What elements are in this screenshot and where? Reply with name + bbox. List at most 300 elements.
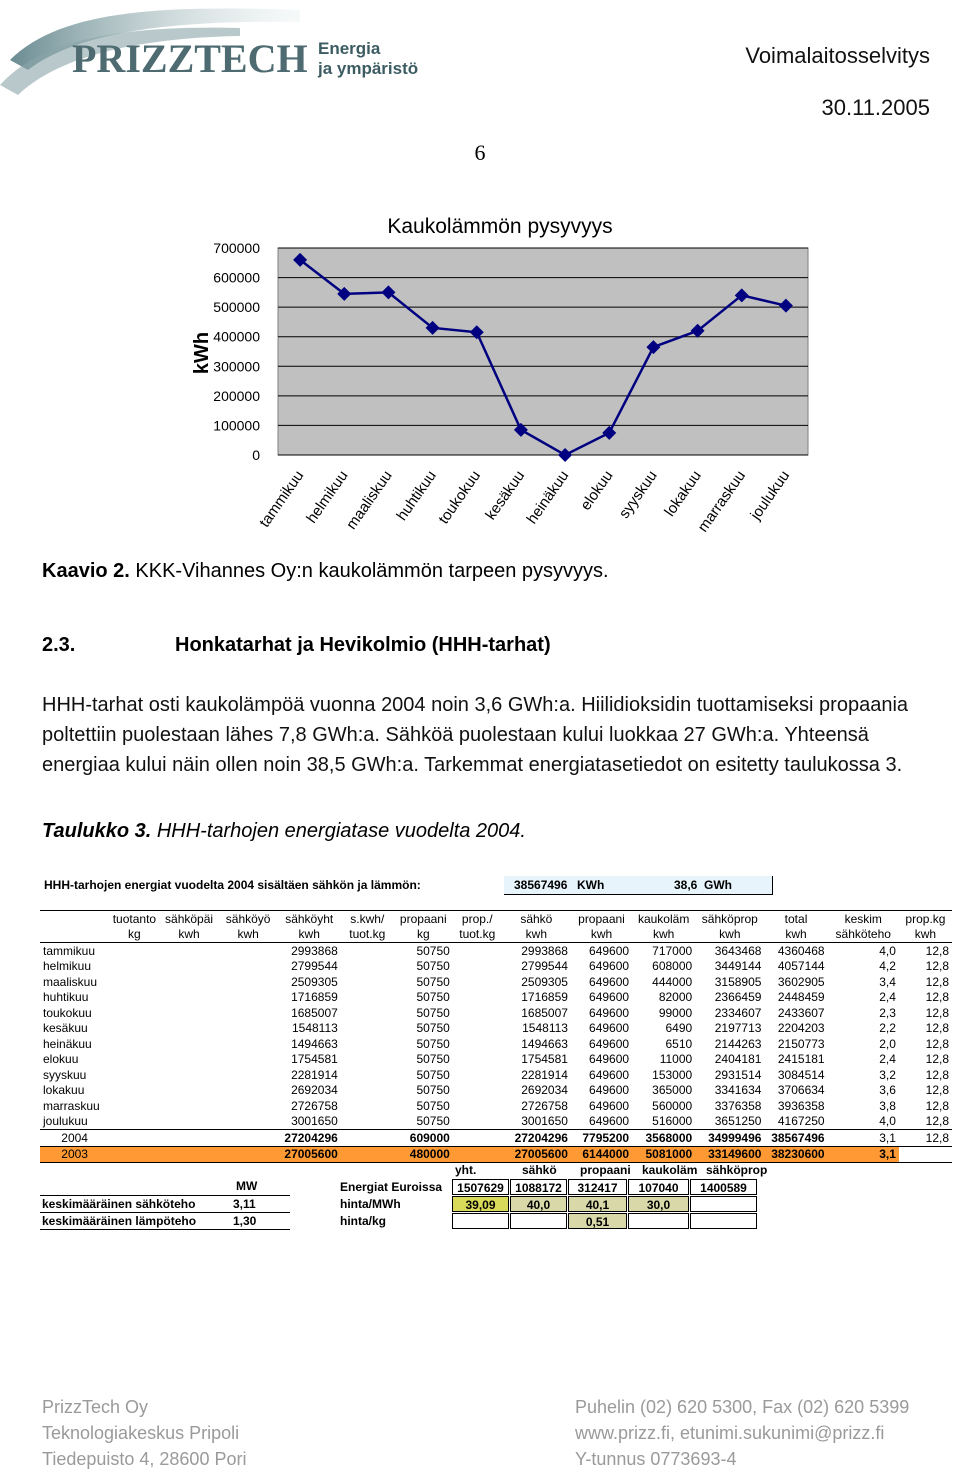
table-cell xyxy=(160,1130,219,1147)
table-cell xyxy=(219,1114,278,1130)
table-cell xyxy=(109,1052,159,1068)
table-cell xyxy=(453,974,502,990)
table-cell: 1494663 xyxy=(291,1036,338,1051)
table-cell: 2931514 xyxy=(714,1067,762,1082)
footer-address-2: Tiedepuisto 4, 28600 Pori xyxy=(42,1449,247,1469)
footer-left xyxy=(42,1394,246,1472)
table-cell: 50750 xyxy=(416,990,450,1005)
table-cell: 649600 xyxy=(589,974,630,989)
y-tick-label: 300000 xyxy=(213,358,260,375)
table-cell: prop.kg xyxy=(905,911,946,926)
table-cell: 38567496 xyxy=(764,1130,827,1147)
table-cell: lokakuu xyxy=(43,1083,85,1098)
table-row xyxy=(40,1052,952,1068)
table-cell: 5081000 xyxy=(632,1146,695,1163)
table-cell: 3602905 xyxy=(777,974,825,989)
table-cell: 3376358 xyxy=(714,1098,762,1113)
table-cell: 3568000 xyxy=(632,1130,695,1147)
cost-cell: 39,09 xyxy=(452,1196,509,1212)
table-row xyxy=(40,1067,952,1083)
table-row xyxy=(40,1005,952,1021)
table-cell: 6490 xyxy=(665,1021,693,1036)
y-tick-label: 400000 xyxy=(213,328,260,345)
table-cell: 2334607 xyxy=(714,1005,762,1020)
cost-cell: 40,1 xyxy=(568,1196,627,1212)
table-cell: 2,2 xyxy=(879,1021,896,1036)
table-cell: 560000 xyxy=(652,1098,693,1113)
table-cell: kwh xyxy=(502,927,571,943)
table-row xyxy=(40,990,952,1006)
table-row xyxy=(40,974,952,990)
mw-header: MW xyxy=(236,1179,258,1193)
table-cell xyxy=(219,990,278,1006)
table-cell: 34999496 xyxy=(695,1130,764,1147)
table-cell: 649600 xyxy=(589,959,630,974)
table-cell: kwh xyxy=(278,927,341,943)
table-cell: keskim xyxy=(844,911,882,926)
table-cell: 2993868 xyxy=(291,943,338,958)
table-row xyxy=(40,943,952,959)
table-cell xyxy=(453,1146,502,1163)
svg-text:PRIZZTECH: PRIZZTECH xyxy=(72,36,308,81)
table-cell: 3341634 xyxy=(714,1083,762,1098)
table-cell: 444000 xyxy=(652,974,693,989)
cost-cell: 1400589 xyxy=(690,1179,757,1195)
table-cell: 2509305 xyxy=(521,974,568,989)
table-cell: 50750 xyxy=(416,1036,450,1051)
cost-cell xyxy=(510,1213,567,1229)
table-cell xyxy=(109,1083,159,1099)
energy-table xyxy=(40,910,952,1163)
table-cell xyxy=(453,1005,502,1021)
summary-kwh-unit: KWh xyxy=(577,878,605,892)
table-cell xyxy=(453,1036,502,1052)
table-cell: propaani xyxy=(399,911,447,926)
cost-header-elec-prop: sähköprop xyxy=(706,1163,768,1177)
table-cell xyxy=(160,1114,219,1130)
table-cell: kwh xyxy=(219,927,278,943)
table-cell xyxy=(109,1021,159,1037)
table-cell xyxy=(40,927,109,943)
table-row xyxy=(40,1036,952,1052)
table-cell: kesäkuu xyxy=(43,1021,88,1036)
table-cell: 717000 xyxy=(652,943,693,958)
table-cell xyxy=(219,1083,278,1099)
x-tick-label: kesäkuu xyxy=(482,467,529,524)
table-cell: kwh xyxy=(632,927,695,943)
table-cell: prop./ xyxy=(461,911,493,926)
table-cell: 2366459 xyxy=(714,990,762,1005)
table-cell: 2692034 xyxy=(291,1083,338,1098)
table-cell: s.kwh/ xyxy=(350,911,385,926)
table-cell xyxy=(453,1052,502,1068)
table-cell: 2197713 xyxy=(714,1021,762,1036)
table-cell: 6144000 xyxy=(571,1146,632,1163)
table-cell xyxy=(109,1146,159,1163)
table-cell: 2692034 xyxy=(521,1083,568,1098)
x-tick-label: huhtikuu xyxy=(393,467,440,524)
table-cell: elokuu xyxy=(43,1052,79,1067)
table-cell xyxy=(341,1021,394,1037)
table-cell: 649600 xyxy=(589,1083,630,1098)
table-cell: kwh xyxy=(695,927,764,943)
table-cell: 3084514 xyxy=(777,1067,825,1082)
table-cell: tuot.kg xyxy=(341,927,394,943)
table-cell: kwh xyxy=(571,927,632,943)
table-cell: helmikuu xyxy=(43,959,92,974)
avg-electric-power-value: 3,11 xyxy=(233,1197,256,1211)
table-cell: sähköyht xyxy=(285,911,334,926)
table-cell xyxy=(160,1036,219,1052)
table-cell xyxy=(219,1146,278,1163)
table-cell: 27005600 xyxy=(502,1146,571,1163)
table-cell: 3651250 xyxy=(714,1114,762,1129)
table-cell: huhtikuu xyxy=(43,990,89,1005)
table-total-row-2004 xyxy=(40,1130,952,1147)
table-cell: 3,2 xyxy=(879,1067,896,1082)
table-cell: toukokuu xyxy=(43,1005,92,1020)
table-cell: 50750 xyxy=(416,943,450,958)
summary-gwh-unit: GWh xyxy=(704,878,732,892)
x-tick-label: elokuu xyxy=(577,467,617,514)
table-cell: 2448459 xyxy=(777,990,825,1005)
table-cell: syyskuu xyxy=(43,1067,87,1082)
table-cell: 12,8 xyxy=(925,959,949,974)
table-cell: 3706634 xyxy=(777,1083,825,1098)
table-cell xyxy=(160,1146,219,1163)
footer-right xyxy=(575,1394,909,1472)
table-cell xyxy=(160,1098,219,1114)
cost-header-electricity: sähkö xyxy=(522,1163,557,1177)
cost-header-total: yht. xyxy=(455,1163,477,1177)
table-cell xyxy=(453,1098,502,1114)
cost-cell xyxy=(690,1196,757,1212)
table-cell xyxy=(453,1067,502,1083)
table-cell: 4,0 xyxy=(879,1114,896,1129)
table-cell: 33149600 xyxy=(695,1146,764,1163)
table-cell xyxy=(160,1021,219,1037)
table-caption-label: Taulukko 3. xyxy=(42,820,152,842)
table-cell xyxy=(160,1005,219,1021)
avg-electric-power-label: keskimääräinen sähköteho xyxy=(42,1197,196,1211)
cost-row-price-kg-label: hinta/kg xyxy=(340,1214,387,1228)
table-cell xyxy=(160,974,219,990)
table-cell xyxy=(109,959,159,975)
table-cell: 99000 xyxy=(658,1005,693,1020)
table-cell xyxy=(160,943,219,959)
table-cell: 1494663 xyxy=(521,1036,568,1051)
table-caption xyxy=(42,820,526,843)
table-cell: 2726758 xyxy=(521,1098,568,1113)
table-cell: 1716859 xyxy=(521,990,568,1005)
table-cell xyxy=(341,1083,394,1099)
table-cell xyxy=(219,974,278,990)
page-number: 6 xyxy=(474,140,486,165)
table-cell: 12,8 xyxy=(899,1130,952,1147)
table-cell xyxy=(341,1098,394,1114)
table-cell: 4,0 xyxy=(879,943,896,958)
summary-row xyxy=(42,876,772,894)
table-cell xyxy=(341,1067,394,1083)
avg-heat-power-label: keskimääräinen lämpöteho xyxy=(42,1214,197,1228)
x-tick-label: joulukuu xyxy=(747,467,794,524)
table-cell: 2726758 xyxy=(291,1098,338,1113)
cost-cell xyxy=(690,1213,757,1229)
summary-kwh-value: 38567496 xyxy=(514,878,568,892)
x-tick-label: heinäkuu xyxy=(523,467,573,528)
table-cell: kwh xyxy=(899,927,952,943)
table-cell: 2,0 xyxy=(879,1036,896,1051)
table-cell xyxy=(219,943,278,959)
table-cell: 27204296 xyxy=(278,1130,341,1147)
table-cell: 2799544 xyxy=(291,959,338,974)
section-heading xyxy=(42,634,551,657)
table-cell xyxy=(453,1130,502,1147)
document-header xyxy=(745,30,930,134)
table-cell: 12,8 xyxy=(925,990,949,1005)
cost-header-propane: propaani xyxy=(580,1163,631,1177)
y-tick-label: 500000 xyxy=(213,299,260,316)
bottom-block xyxy=(40,1163,780,1233)
table-cell xyxy=(453,943,502,959)
table-cell xyxy=(109,1114,159,1130)
table-cell: tuotanto xyxy=(112,911,157,926)
table-cell: 2281914 xyxy=(291,1067,338,1082)
table-cell: sähkö xyxy=(520,911,553,926)
table-cell: 3643468 xyxy=(714,943,762,958)
table-cell: 649600 xyxy=(589,1052,630,1067)
table-cell: 50750 xyxy=(416,1021,450,1036)
y-tick-label: 100000 xyxy=(213,417,260,434)
table-cell: maaliskuu xyxy=(43,974,98,989)
table-cell xyxy=(219,1098,278,1114)
table-cell xyxy=(453,1021,502,1037)
x-tick-label: tammikuu xyxy=(256,467,308,531)
table-cell: 12,8 xyxy=(925,943,949,958)
table-cell: kg xyxy=(394,927,453,943)
footer-address-1: Teknologiakeskus Pripoli xyxy=(42,1423,240,1443)
plot-area xyxy=(278,248,808,455)
table-cell: 27005600 xyxy=(278,1146,341,1163)
chart-caption xyxy=(42,560,609,583)
y-tick-label: 700000 xyxy=(213,240,260,256)
table-cell: 50750 xyxy=(416,1114,450,1129)
x-tick-label: helmikuu xyxy=(303,467,352,527)
footer-web: www.prizz.fi, etunimi.sukunimi@prizz.fi xyxy=(575,1423,885,1443)
section-title: Honkatarhat ja Hevikolmio (HHH-tarhat) xyxy=(175,634,551,656)
table-cell xyxy=(160,1083,219,1099)
table-cell: 50750 xyxy=(416,1067,450,1082)
table-cell xyxy=(109,1130,159,1147)
table-row xyxy=(40,959,952,975)
table-cell: 2150773 xyxy=(777,1036,825,1051)
footer-business-id: Y-tunnus 0773693-4 xyxy=(575,1449,737,1469)
table-cell: 608000 xyxy=(652,959,693,974)
table-cell: 649600 xyxy=(589,1021,630,1036)
body-paragraph: HHH-tarhat osti kaukolämpöä vuonna 2004 noin 3,6 GWh:a. Hiilidioksidin tuottamiseksi propaania poltettiin puolestaan lähes 7,8 GWh:a. Sähköä puolestaan kului luokkaa 27 GWh:a. Yhteensä energiaa kului näin ollen noin 38,5 GWh:a. Tarkemmat energiatasetiedot on esitetty taulukossa 3. xyxy=(42,694,909,776)
table-header-row xyxy=(40,911,952,927)
table-row xyxy=(40,1114,952,1130)
table-cell: total xyxy=(784,911,808,926)
table-cell: 3158905 xyxy=(714,974,762,989)
table-cell: 2204203 xyxy=(777,1021,825,1036)
table-cell: 1548113 xyxy=(291,1021,338,1036)
table-cell: 27204296 xyxy=(502,1130,571,1147)
table-cell: 3936358 xyxy=(777,1098,825,1113)
table-cell: 2004 xyxy=(40,1130,109,1147)
table-cell xyxy=(109,974,159,990)
table-header-row xyxy=(40,927,952,943)
y-tick-label: 600000 xyxy=(213,269,260,286)
cost-cell: 0,51 xyxy=(568,1213,627,1229)
table-cell: 4,2 xyxy=(879,959,896,974)
x-tick-label: maaliskuu xyxy=(343,467,396,533)
footer-company: PrizzTech Oy xyxy=(42,1397,149,1417)
chart-title: Kaukolämmön pysyvyys xyxy=(387,215,613,238)
table-cell xyxy=(341,1146,394,1163)
table-cell xyxy=(341,943,394,959)
table-cell xyxy=(341,1052,394,1068)
table-cell: 3,1 xyxy=(828,1130,899,1147)
table-cell xyxy=(341,1036,394,1052)
cost-row-euros-label: Energiat Euroissa xyxy=(340,1180,443,1194)
table-cell: 2415181 xyxy=(777,1052,825,1067)
table-cell: sähköprop xyxy=(701,911,758,926)
table-cell xyxy=(341,1130,394,1147)
table-cell: 649600 xyxy=(589,990,630,1005)
table-cell: 4167250 xyxy=(777,1114,825,1129)
x-tick-label: marraskuu xyxy=(694,467,750,536)
summary-gwh-value: 38,6 xyxy=(674,878,698,892)
table-cell: 3,8 xyxy=(879,1098,896,1113)
caption-text: KKK-Vihannes Oy:n kaukolämmön tarpeen pysyvyys. xyxy=(129,560,609,582)
table-cell: 3001650 xyxy=(521,1114,568,1129)
company-logo xyxy=(0,0,460,110)
table-cell: heinäkuu xyxy=(43,1036,92,1051)
table-cell: marraskuu xyxy=(43,1098,100,1113)
table-cell: joulukuu xyxy=(43,1114,88,1129)
table-cell xyxy=(341,1114,394,1130)
table-cell: 12,8 xyxy=(925,1052,949,1067)
table-cell: 2799544 xyxy=(521,959,568,974)
table-cell: sähköteho xyxy=(828,927,899,943)
x-tick-label: syyskuu xyxy=(615,467,661,522)
table-cell: sähköpäi xyxy=(165,911,214,926)
cost-cell: 312417 xyxy=(568,1179,627,1195)
table-cell: 365000 xyxy=(652,1083,693,1098)
table-cell: sähköyö xyxy=(225,911,271,926)
table-cell xyxy=(341,974,394,990)
table-cell xyxy=(160,959,219,975)
table-cell xyxy=(219,1067,278,1083)
table-cell xyxy=(109,1036,159,1052)
table-cell: 50750 xyxy=(416,1083,450,1098)
table-cell: 50750 xyxy=(416,974,450,989)
table-cell xyxy=(109,1067,159,1083)
table-cell: 1754581 xyxy=(521,1052,568,1067)
cost-cell: 30,0 xyxy=(628,1196,689,1212)
y-tick-label: 200000 xyxy=(213,387,260,404)
table-cell: 50750 xyxy=(416,1005,450,1020)
table-cell: tammikuu xyxy=(43,943,96,958)
cost-cell: 107040 xyxy=(628,1179,689,1195)
table-cell: 649600 xyxy=(589,1098,630,1113)
table-cell xyxy=(219,1021,278,1037)
table-cell: tuot.kg xyxy=(453,927,502,943)
section-number: 2.3. xyxy=(42,634,76,656)
cost-cell: 1507629 xyxy=(452,1179,509,1195)
table-cell: 4360468 xyxy=(777,943,825,958)
table-cell: kaukoläm xyxy=(637,911,690,926)
table-cell: kwh xyxy=(160,927,219,943)
table-cell: 2,3 xyxy=(879,1005,896,1020)
table-cell xyxy=(341,990,394,1006)
table-cell: 2,4 xyxy=(879,990,896,1005)
table-cell: 2003 xyxy=(40,1146,109,1163)
table-cell: 480000 xyxy=(394,1146,453,1163)
table-cell: 3,4 xyxy=(879,974,896,989)
table-cell: 12,8 xyxy=(925,1005,949,1020)
table-row xyxy=(40,1021,952,1037)
cost-row-price-mwh-label: hinta/MWh xyxy=(340,1197,401,1211)
table-cell: 82000 xyxy=(658,990,693,1005)
table-cell: 50750 xyxy=(416,1098,450,1113)
table-cell: 12,8 xyxy=(925,1098,949,1113)
footer-phone: Puhelin (02) 620 5300, Fax (02) 620 5399 xyxy=(575,1397,910,1417)
table-cell: 3,1 xyxy=(828,1146,899,1163)
table-cell xyxy=(219,1130,278,1147)
table-cell: 2281914 xyxy=(521,1067,568,1082)
table-cell: 12,8 xyxy=(925,1114,949,1129)
table-cell: 2144263 xyxy=(714,1036,762,1051)
table-cell: 50750 xyxy=(416,1052,450,1067)
table-cell xyxy=(899,1146,952,1163)
table-caption-text: HHH-tarhojen energiatase vuodelta 2004. xyxy=(151,820,526,842)
table-cell: 3001650 xyxy=(291,1114,338,1129)
document-title: Voimalaitosselvitys xyxy=(745,43,930,68)
table-cell: 12,8 xyxy=(925,1036,949,1051)
table-cell xyxy=(109,990,159,1006)
summary-label: HHH-tarhojen energiat vuodelta 2004 sisältäen sähkön ja lämmön: xyxy=(44,878,421,892)
table-cell xyxy=(453,1083,502,1099)
table-cell: 649600 xyxy=(589,1067,630,1082)
table-cell: 1685007 xyxy=(291,1005,338,1020)
table-cell xyxy=(453,1114,502,1130)
svg-text:Energia: Energia xyxy=(318,39,381,58)
table-cell: 649600 xyxy=(589,1114,630,1129)
table-cell xyxy=(160,990,219,1006)
table-cell: 12,8 xyxy=(925,1021,949,1036)
table-cell: 12,8 xyxy=(925,1067,949,1082)
summary-box xyxy=(504,876,773,895)
table-total-row-2003 xyxy=(40,1146,952,1163)
cost-header-district-heat: kaukoläm xyxy=(642,1163,698,1177)
table-cell: 609000 xyxy=(394,1130,453,1147)
table-cell xyxy=(219,1005,278,1021)
svg-text:ja ympäristö: ja ympäristö xyxy=(318,59,419,78)
table-cell: 1754581 xyxy=(291,1052,338,1067)
table-cell xyxy=(160,1067,219,1083)
table-cell xyxy=(160,1052,219,1068)
table-row xyxy=(40,1083,952,1099)
table-cell: 3,6 xyxy=(879,1083,896,1098)
table-cell: 50750 xyxy=(416,959,450,974)
table-cell xyxy=(219,959,278,975)
table-cell xyxy=(341,959,394,975)
table-row xyxy=(40,1098,952,1114)
table-cell xyxy=(341,1005,394,1021)
table-cell: 2509305 xyxy=(291,974,338,989)
